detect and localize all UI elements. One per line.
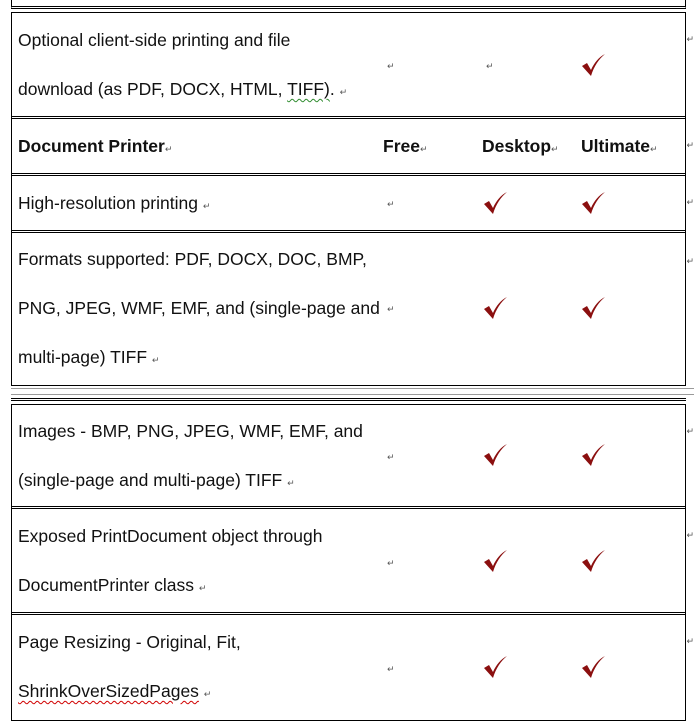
- feature-cell: [18, 407, 386, 509]
- header-label: Document Printer: [18, 136, 165, 156]
- feature-table-top: [11, 12, 694, 386]
- table-row-download: [12, 13, 694, 119]
- paragraph-mark-icon: ↵: [151, 356, 160, 366]
- paragraph-mark-icon: ↵: [686, 531, 694, 541]
- feature-cell: [18, 176, 386, 234]
- feature-text: multi-page) TIFF: [18, 347, 148, 367]
- feature-line: [18, 667, 386, 720]
- paragraph-mark-icon: ↵: [650, 145, 658, 155]
- spellcheck-text: ShrinkOverSizedPages: [18, 681, 199, 701]
- paragraph-mark-icon: ↵: [198, 584, 207, 594]
- feature-text: .: [329, 79, 335, 99]
- check-icon: [482, 296, 508, 320]
- paragraph-mark-icon: ↵: [486, 62, 494, 72]
- check-icon: [580, 655, 606, 679]
- check-icon: [580, 443, 606, 467]
- table-row-printdocument: [12, 509, 694, 615]
- header-desktop: [482, 119, 559, 177]
- feature-line: [18, 333, 386, 386]
- feature-cell: [18, 235, 386, 386]
- check-icon: [580, 191, 606, 215]
- table-row-resizing: [12, 615, 694, 721]
- paragraph-mark-icon: ↵: [387, 453, 395, 463]
- check-icon: [580, 53, 606, 77]
- feature-line: [18, 561, 386, 614]
- paragraph-mark-icon: ↵: [287, 479, 295, 489]
- paragraph-mark-icon: ↵: [686, 257, 694, 267]
- feature-line: Formats supported: PDF, DOCX, DOC, BMP,: [18, 249, 367, 269]
- paragraph-mark-icon: ↵: [686, 35, 694, 45]
- feature-text: DocumentPrinter class: [18, 575, 195, 595]
- table-top-edge: [11, 0, 686, 9]
- check-icon: [580, 296, 606, 320]
- paragraph-mark-icon: ↵: [387, 559, 395, 569]
- header-free: [383, 119, 428, 177]
- table-row-images: [12, 405, 694, 509]
- paragraph-mark-icon: ↵: [387, 305, 395, 315]
- paragraph-mark-icon: ↵: [202, 202, 211, 212]
- feature-line: Exposed PrintDocument object through: [18, 526, 323, 546]
- paragraph-mark-icon: ↵: [686, 198, 694, 208]
- check-icon: [482, 191, 508, 215]
- paragraph-mark-icon: ↵: [339, 88, 348, 98]
- check-icon: [580, 549, 606, 573]
- header-label: Ultimate: [581, 136, 651, 156]
- feature-line: Page Resizing - Original, Fit,: [18, 632, 241, 652]
- feature-cell: [18, 512, 386, 614]
- feature-line: Images - BMP, PNG, JPEG, WMF, EMF, and: [18, 421, 363, 441]
- paragraph-mark-icon: ↵: [686, 141, 694, 151]
- header-label: Free: [383, 136, 420, 156]
- feature-text: (single-page and multi-page) TIFF: [18, 470, 283, 490]
- paragraph-mark-icon: ↵: [686, 427, 694, 437]
- feature-cell: [18, 16, 386, 118]
- feature-line: [18, 65, 386, 118]
- feature-line: PNG, JPEG, WMF, EMF, and (single-page and: [18, 298, 380, 318]
- paragraph-mark-icon: ↵: [387, 665, 395, 675]
- paragraph-mark-icon: ↵: [419, 145, 428, 155]
- paragraph-mark-icon: ↵: [164, 145, 173, 155]
- check-icon: [482, 549, 508, 573]
- header-label: Desktop: [482, 136, 552, 156]
- paragraph-mark-icon: ↵: [686, 637, 694, 647]
- page-break-divider: [11, 388, 694, 395]
- spellcheck-text: TIFF): [287, 79, 330, 99]
- paragraph-mark-icon: ↵: [387, 200, 395, 210]
- feature-text: download (as PDF, DOCX, HTML,: [18, 79, 288, 99]
- table-row-formats: [12, 233, 694, 386]
- table-row-highres: [12, 176, 694, 233]
- feature-line: Optional client-side printing and file: [18, 30, 291, 50]
- feature-text: High-resolution printing: [18, 193, 198, 213]
- header-ultimate: [581, 119, 658, 177]
- page-break: [11, 385, 686, 401]
- paragraph-mark-icon: ↵: [551, 145, 559, 155]
- table-header-row: [12, 119, 694, 176]
- check-icon: [482, 655, 508, 679]
- feature-line: [18, 456, 386, 509]
- header-feature: [18, 119, 386, 177]
- check-icon: [482, 443, 508, 467]
- paragraph-mark-icon: ↵: [203, 690, 212, 700]
- feature-cell: [18, 618, 386, 720]
- feature-table-bottom: [11, 404, 694, 721]
- paragraph-mark-icon: ↵: [387, 62, 395, 72]
